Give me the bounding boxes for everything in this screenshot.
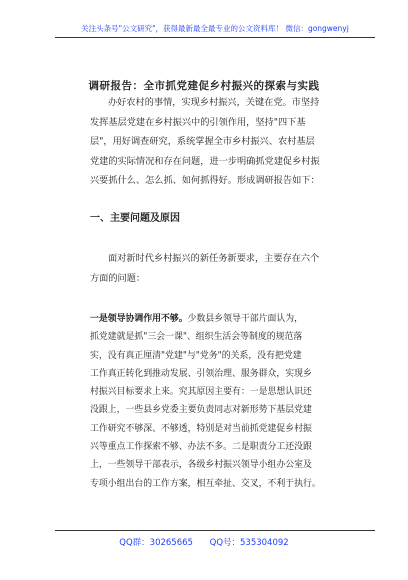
intro-line: 层"，用好调查研究，系统掌握全市乡村振兴、农村基层 — [90, 136, 315, 147]
intro-line: 发挥基层党建在乡村振兴中的引领作用，坚持"四下基 — [90, 116, 306, 128]
point-one-line: 工作研究不够深、不够透，特别是对当前抓党建促乡村振 — [90, 423, 312, 434]
section-intro-line: 方面的问题： — [90, 272, 146, 284]
point-one-first-line — [90, 310, 350, 328]
footer-qq-number: QQ号：535304092 — [209, 538, 289, 548]
point-one-line: 少数县乡领导干部片面认为， — [187, 314, 303, 324]
intro-line: 党建的实际情况和存在问题，进一步明确抓党建促乡村振 — [90, 155, 320, 167]
point-one-line: 没跟上，一些县乡党委主要负责同志对新形势下基层党建 — [90, 405, 312, 416]
point-one-line: 上，一些领导干部表示，各级乡村振兴领导小组办公室及 — [90, 460, 312, 471]
section-intro-paragraph — [90, 249, 350, 288]
intro-paragraph — [90, 93, 350, 191]
point-one-line: 抓党建就是抓"三会一课"、组织生活会等制度的规范落 — [90, 332, 303, 343]
point-one-heading: 一是领导协调作用不够。 — [90, 314, 188, 324]
footer-contact — [0, 536, 408, 548]
point-one-line: 工作真正转化到推动发展、引领治理、服务群众，实现乡 — [90, 368, 312, 379]
document-title: 调研报告：全市抓党建促乡村振兴的探索与实践 — [88, 80, 320, 92]
footer-divider — [55, 530, 375, 531]
header-banner: 关注头条号"公文研究"，获得最新最全最专业的公文资料库！ 微信：gongwenyj — [81, 24, 349, 33]
point-one-line: 兴等重点工作探索不够、办法不多。二是职责分工还没跟 — [90, 442, 312, 453]
point-one-paragraph — [90, 310, 350, 493]
section-intro-line: 面对新时代乡村振兴的新任务新要求，主要存在六个 — [108, 253, 320, 264]
footer-qq-group: QQ群：30265665 — [119, 538, 193, 548]
point-one-line: 专项小组出台的工作方案，相互牵扯、交叉，不利于执行。 — [90, 478, 321, 489]
section-heading: 一、主要问题及原因 — [90, 213, 180, 224]
header-divider — [55, 37, 375, 38]
intro-line: 办好农村的事情，实现乡村振兴，关键在党。市坚持 — [108, 97, 320, 108]
intro-line: 兴要抓什么、怎么抓、如何抓得好。形成调研报告如下： — [90, 175, 320, 186]
point-one-line: 实，没有真正厘清"党建"与"党务"的关系，没有把党建 — [90, 350, 302, 361]
point-one-line: 村振兴目标要求上来。究其原因主要有：一是思想认识还 — [90, 387, 312, 398]
